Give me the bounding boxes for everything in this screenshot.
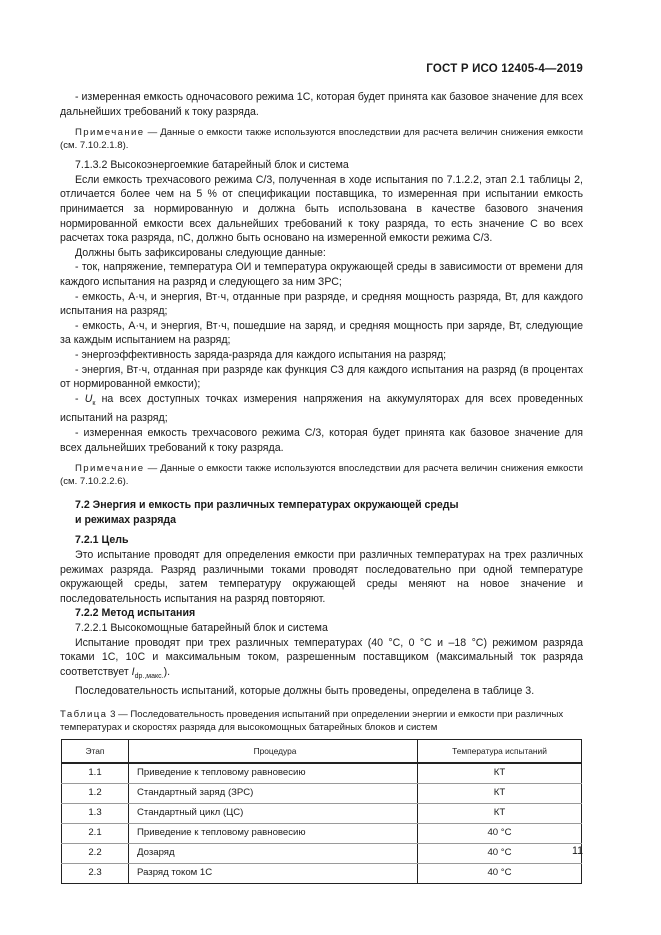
- table-row: [62, 804, 582, 824]
- header-temperature: Температура испытаний: [418, 740, 582, 764]
- list-item: - измеренная емкость одночасового режима 1С, которая будет принята как базовое значение для всех дальнейших требований к току разряда.: [60, 91, 583, 118]
- table-row: [62, 763, 582, 784]
- table-header-row: [62, 740, 582, 764]
- cell-temperature: КТ: [418, 784, 582, 804]
- test-sequence-table: [61, 739, 582, 884]
- cell-stage: 2.3: [62, 864, 129, 884]
- paragraph-text: Испытание проводят при трех различных температурах (40 °С, 0 °С и –18 °С) режимом разряда токами 1С, 10С и максимальным током, разрешенным поставщиком (максимальный ток разряда соответствует: [60, 636, 583, 678]
- note-label: Примечание: [75, 463, 145, 475]
- paragraph-text: ).: [163, 665, 171, 678]
- cell-temperature: 40 °С: [418, 844, 582, 864]
- current-subscript: dp.,макс.: [134, 672, 164, 680]
- header-stage: Этап: [62, 740, 129, 764]
- caption-text: 3 — Последовательность проведения испытаний при определении энергии и емкости при различных температурах и скоростях разряда для высокомощных батарейных блоков и систем: [60, 709, 564, 733]
- cell-procedure: Разряд током 1С: [129, 864, 418, 884]
- cell-stage: 2.2: [62, 844, 129, 864]
- list-item: - емкость, А·ч, и энергия, Вт·ч, отданные при разряде, и средняя мощность разряда, Вт, для каждого испытания на разряд;: [60, 290, 583, 318]
- cell-stage: 1.2: [62, 784, 129, 804]
- section-heading: 7.1.3.2 Высокоэнергоемкие батарейный блок и система: [75, 159, 349, 172]
- list-text: на всех доступных точках измерения напряжения на аккумуляторах для всех проведенных испытаний на разряд;: [60, 392, 583, 425]
- list-dash: -: [75, 392, 85, 405]
- list-item: - ток, напряжение, температура ОИ и температура окружающей среды в зависимости от времени для каждого испытания на разряд и следующего за ним ЗРС;: [60, 261, 583, 288]
- voltage-subscript: к: [92, 399, 96, 407]
- table-row: [62, 784, 582, 804]
- subsection-heading: 7.2.1 Цель: [75, 534, 129, 547]
- document-header: ГОСТ Р ИСО 12405-4—2019: [426, 63, 583, 75]
- voltage-symbol: U: [84, 392, 93, 405]
- header-procedure: Процедура: [129, 740, 418, 764]
- cell-stage: 2.1: [62, 824, 129, 844]
- cell-temperature: КТ: [418, 804, 582, 824]
- cell-temperature: КТ: [418, 763, 582, 784]
- list-item: - энергоэффективность заряда-разряда для каждого испытания на разряд;: [75, 348, 447, 361]
- paragraph: Должны быть зафиксированы следующие данные:: [75, 246, 326, 259]
- subsection-heading: 7.2.2 Метод испытания: [75, 607, 196, 620]
- table-caption: [60, 708, 583, 734]
- note-text: — Данные о емкости также используются впоследствии для расчета величин снижения емкости (см. 7.10.2.1.8).: [60, 127, 583, 152]
- cell-procedure: Приведение к тепловому равновесию: [129, 763, 418, 784]
- cell-procedure: Дозаряд: [129, 844, 418, 864]
- section-heading-cont: и режимах разряда: [75, 513, 177, 526]
- list-item: - емкость, А·ч, и энергия, Вт·ч, пошедшие на заряд, и средняя мощность при заряде, Вт, следующие за каждым испытанием на разряд;: [60, 319, 583, 347]
- list-item: - энергия, Вт·ч, отданная при разряде как функция С3 для каждого испытания на разряд (в процентах от нормированной емкости);: [60, 363, 583, 391]
- caption-label: Таблица: [60, 709, 108, 720]
- cell-stage: 1.3: [62, 804, 129, 824]
- note: [60, 126, 583, 152]
- paragraph: [60, 636, 583, 685]
- cell-stage: 1.1: [62, 763, 129, 784]
- table-row: [62, 844, 582, 864]
- paragraph: Последовательность испытаний, которые должны быть проведены, определена в таблице 3.: [75, 685, 535, 698]
- cell-procedure: Стандартный цикл (ЦС): [129, 804, 418, 824]
- paragraph: Это испытание проводят для определения емкости при различных температурах на трех различных режимах разряда. Разряд различными токами проводят последовательно при одной температуре окружающей среды, затем температуру окружающей среды меняют на новое значение и последовательность испытания на разряд повторяют.: [60, 548, 583, 605]
- cell-procedure: Стандартный заряд (ЗРС): [129, 784, 418, 804]
- cell-temperature: 40 °С: [418, 864, 582, 884]
- page-content: [60, 90, 583, 884]
- cell-procedure: Приведение к тепловому равновесию: [129, 824, 418, 844]
- table-row: [62, 864, 582, 884]
- page-number: 11: [572, 845, 583, 857]
- table-row: [62, 824, 582, 844]
- section-heading: 7.2 Энергия и емкость при различных температурах окружающей среды: [75, 499, 459, 512]
- list-item: - измеренная емкость трехчасового режима С/3, которая будет принята как базовое значение для всех дальнейших требований к току разряда.: [60, 426, 583, 454]
- note: [60, 462, 583, 488]
- list-item: [60, 392, 583, 426]
- paragraph: Если емкость трехчасового режима С/3, полученная в ходе испытания по 7.1.2.2, этап 2.1 таблицы 2, отличается более чем на 5 % от спецификации поставщика, то измеренная при испытании емкость принимается за нормированную и должна быть использована в качестве базового значения нормированной емкости всех дальнейших требований к току разряда, то есть значение С во всех расчетах тока разряда, nС, должно быть основано на измеренной емкости режима С/3.: [60, 173, 583, 245]
- cell-temperature: 40 °С: [418, 824, 582, 844]
- note-label: Примечание: [75, 127, 145, 139]
- current-symbol: I: [131, 665, 135, 678]
- subsection-heading: 7.2.2.1 Высокомощные батарейный блок и система: [75, 621, 328, 634]
- note-text: — Данные о емкости также используются впоследствии для расчета величин снижения емкости (см. 7.10.2.2.6).: [60, 463, 583, 488]
